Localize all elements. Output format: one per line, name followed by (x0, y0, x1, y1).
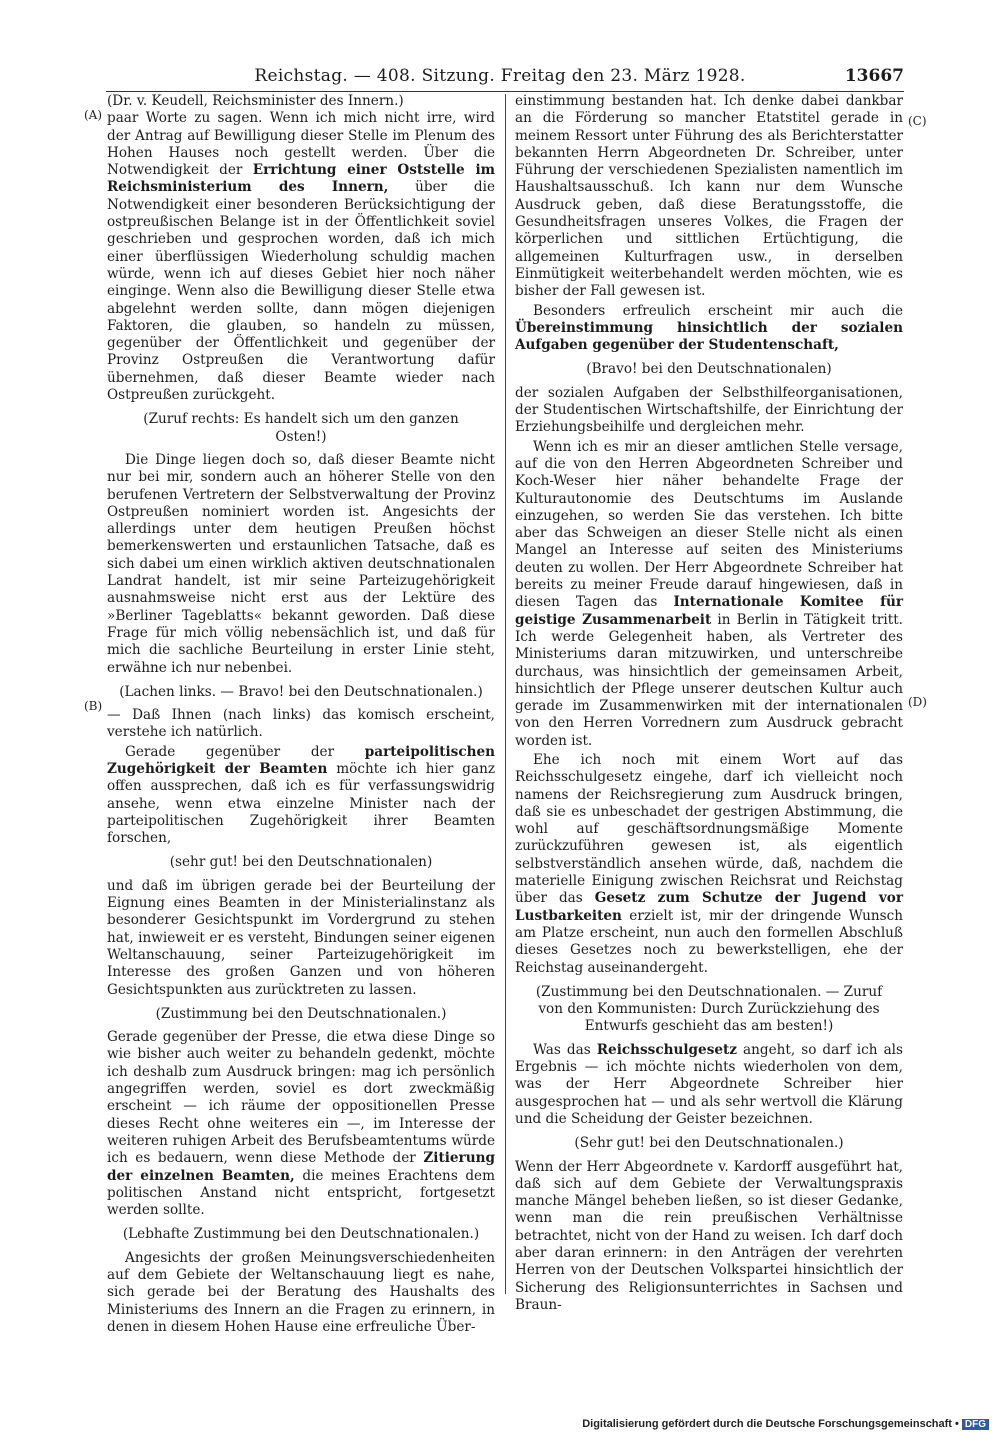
bold-phrase: Zitierung der einzelnen Beamten, (107, 1150, 495, 1184)
interjection: (Zustimmung bei den Deutschnationalen. — Zuruf von den Kommunisten: Durch Zurückziehung des Entwurfs geschieht das am besten!) (535, 983, 883, 1035)
page-header (0, 66, 1000, 92)
interjection: (Bravo! bei den Deutschnationalen) (586, 361, 832, 378)
interjection: (Zuruf rechts: Es handelt sich um den ganzen Osten!) (143, 411, 459, 445)
paragraph: einstimmung bestanden hat. Ich denke dabei dankbar an die Förderung so mancher Etatstitel gerade in meinem Ressort unter Führung des als Berichterstatter bekannten Herrn Abgeordneten Dr. Schreiber, unter Führung der verschiedenen Spezialisten namentlich im Haushaltsausschuß. Ich kann nur dem Wunsche Ausdruck geben, daß diese Beratungsstoffe, die Gesundheitsfragen unseres Volkes, die Fragen der körperlichen und sittlichen Ertüchtigung, die allgemeinen Kulturfragen usw., in derselben Einmütigkeit weiterbehandelt werden möchten, wie es bisher der Fall gewesen ist. (515, 93, 903, 300)
paragraph: Gerade gegenüber der parteipolitischen Zugehörigkeit der Beamten möchte ich hier ganz offen aussprechen, daß ich es für verfassungswidrig ansehe, wenn etwa einzelne Minister nach der parteipolitischen Zugehörigkeit ihrer Beamten forschen, (107, 743, 496, 847)
paragraph: der sozialen Aufgaben der Selbsthilfeorganisationen, der Studentischen Wirtschaftshilfe, der Einrichtung der Erziehungsbeihilfe und dergleichen mehr. (515, 384, 903, 436)
digitization-footer (582, 1418, 989, 1430)
right-column (515, 93, 903, 1314)
bold-phrase: Internationale Komitee für geistige Zusammenarbeit (515, 594, 903, 628)
paragraph: Wenn ich es mir an dieser amtlichen Stelle versage, auf die von den Herren Abgeordneten Schreiber und Koch-Weser hier näher behandelte Frage der Kulturautonomie des Deutschtums im Auslande einzugehen, so werden Sie das verstehen. Ich bitte aber das Schweigen an dieser Stelle nicht als einen Mangel an Interesse auf seiten des Ministeriums deuten zu wollen. Der Herr Abgeordnete Schreiber hat bereits zu meiner Freude darauf hingewiesen, daß in diesen Tagen das Internationale Komitee für geistige Zusammenarbeit in Berlin in Tätigkeit tritt. Ich werde Gelegenheit haben, als Vertreter des Ministeriums daran mitzuwirken, und unterschreibe durchaus, was hinsichtlich der gemeinsamen Arbeit, hinsichtlich der Pflege unserer deutschen Kultur auch gerade im Zusammenwirken mit der internationalen von den Herren Vorrednern zum Ausdruck gebracht worden ist. (515, 438, 903, 749)
interjection: (Lachen links. — Bravo! bei den Deutschnationalen.) (119, 683, 483, 700)
paragraph: Was das Reichsschulgesetz angeht, so darf ich als Ergebnis — ich möchte nichts wiederholen von dem, was der Herr Abgeordnete Schreiber hier ausgesprochen hat — und als sehr wertvoll die Klärung und die Scheidung der Geister bezeichnen. (515, 1041, 903, 1127)
paragraph: Angesichts der großen Meinungsverschiedenheiten auf dem Gebiete der Weltanschauung liegt es nahe, sich gerade bei der Beratung des Haushalts des Ministeriums des Innern an die Fragen zu erinnern, in denen in diesem Hohen Hause eine erfreuliche Über- (107, 1249, 495, 1335)
header-rule (106, 91, 904, 92)
paragraph: Besonders erfreulich erscheint mir auch die Übereinstimmung hinsichtlich der sozialen Aufgaben gegenüber der Studentenschaft, (515, 302, 903, 354)
paragraph: Gerade gegenüber der Presse, die etwa diese Dinge so wie bisher auch weiter zu behandeln gedenkt, möchte ich deshalb zum Ausdruck bringen: mag ich persönlich angegriffen werden, soviel es dort zweckmäßig erscheint — ich räume der oppositionellen Presse dieses Recht ohne weiteres ein —, im Interesse der weiteren ruhigen Arbeit des Berufsbeamtentums würde ich es bedauern, wenn diese Methode der Zitierung der einzelnen Beamten, die meines Erachtens dem politischen Anstand nicht entspricht, fortgesetzt werden sollte. (107, 1029, 495, 1219)
interjection: (Zustimmung bei den Deutschnationalen.) (155, 1005, 447, 1022)
bold-phrase: Reichsschulgesetz (596, 1041, 737, 1058)
dfg-logo: DFG (962, 1419, 989, 1430)
left-column (107, 93, 495, 1336)
paragraph: — Daß Ihnen (nach links) das komisch erscheint, verstehe ich natürlich. (107, 707, 495, 741)
paragraph: Ehe ich noch mit einem Wort auf das Reichsschulgesetz eingehe, darf ich vielleicht noch namens der Reichsregierung zum Ausdruck bringen, daß sie es unbeschadet der gestrigen Abstimmung, die wohl auf geschäftsordnungsmäßige Momente zurückzuführen gewesen ist, als eigentlich selbstverständlich ansehen würde, daß, nachdem die materielle Einigung zwischen Reichsrat und Reichstag über das Gesetz zum Schutze der Jugend vor Lustbarkeiten erzielt ist, mir der dringende Wunsch am Platze erscheint, nun auch den formellen Abschluß dieses Gesetzes noch zu bewerkstelligen, ehe der Reichstag auseinandergeht. (515, 751, 903, 976)
bold-phrase: Gesetz zum Schutze der Jugend vor Lustbarkeiten (515, 890, 903, 924)
column-divider (505, 94, 506, 1294)
speaker-line: (Dr. v. Keudell, Reichsminister des Innern.) (107, 93, 404, 109)
footer-text: Digitalisierung gefördert durch die Deutsche Forschungsgemeinschaft • (582, 1418, 959, 1430)
paragraph: und daß im übrigen gerade bei der Beurteilung der Eignung eines Beamten in der Ministerialinstanz als besonderer Gesichtspunkt im Vordergrund zu stehen hat, inwieweit er es versteht, Bindungen seiner eigenen Weltanschauung, seiner Parteizugehörigkeit im Interesse des großen Ganzen und von höheren Gesichtspunkten aus zurücktreten zu lassen. (107, 877, 495, 998)
bold-phrase: Errichtung einer Oststelle im Reichsministerium des Innern, (107, 162, 496, 196)
margin-marker-d: (D) (908, 695, 927, 709)
paragraph: Wenn der Herr Abgeordnete v. Kardorff ausgeführt hat, daß sich auf dem Gebiete der Verwaltungspraxis manche Mängel beheben ließen, so ist dieser Gedanke, wenn man die rein preußischen Verhältnisse betrachtet, nicht von der Hand zu weisen. Ich darf doch aber daran erinnern: in den Anträgen der verehrten Herren von der Deutschen Volkspartei hinsichtlich der Sicherung des Religionsunterrichtes in Sachsen und Braun- (515, 1158, 903, 1313)
interjection: (sehr gut! bei den Deutschnationalen) (169, 854, 433, 871)
bold-phrase: parteipolitischen Zugehörigkeit der Beamten (107, 743, 496, 777)
interjection: (Lebhafte Zustimmung bei den Deutschnationalen.) (122, 1226, 480, 1243)
paragraph: paar Worte zu sagen. Wenn ich mich nicht irre, wird der Antrag auf Bewilligung dieser Stelle im Plenum des Hohen Hauses noch gestellt werden. Über die Notwendigkeit der Errichtung einer Oststelle im Reichsministerium des Innern, über die Notwendigkeit einer besonderen Berücksichtigung der ostpreußischen Belange ist in der Öffentlichkeit soviel geschrieben und gesprochen worden, daß ich mich einer überflüssigen Wiederholung schuldig machen würde, wenn ich auf dieses Gebiet hier noch näher einginge. Wenn also die Bewilligung dieser Stelle etwa abgelehnt werden sollte, dann mögen diejenigen Faktoren, die glauben, so handeln zu müssen, gegenüber der Öffentlichkeit und gegenüber der Provinz Ostpreußen die Verantwortung dafür übernehmen, daß dieser Beamte wieder nach Ostpreußen zurückgeht. (107, 110, 496, 404)
bold-phrase: Übereinstimmung hinsichtlich der sozialen Aufgaben gegenüber der Studentenschaft, (515, 319, 903, 354)
paragraph: Die Dinge liegen doch so, daß dieser Beamte nicht nur bei mir, sondern auch an höherer Stelle von den berufenen Vertretern der Selbstverwaltung der Provinz Ostpreußen nominiert worden ist. Angesichts der allerdings unter dem heutigen Preußen höchst bemerkenswerten und erstaunlichen Tatsache, daß es sich dabei um einen wirklich aktiven deutschnationalen Landrat handelt, ist mir seine Parteizugehörigkeit ausnahmsweise nicht erst aus der Lektüre des »Berliner Tageblatts« bekannt geworden. Daß diese Frage für mich völlig nebensächlich ist, und daß für mich die sachliche Beurteilung in erster Linie steht, erwähne ich nur nebenbei. (107, 451, 495, 676)
margin-marker-a: (A) (84, 108, 103, 122)
margin-marker-b: (B) (84, 699, 103, 713)
page-number: 13667 (844, 66, 904, 86)
running-title: Reichstag. — 408. Sitzung. Freitag den 23. März 1928. (254, 66, 746, 86)
interjection: (Sehr gut! bei den Deutschnationalen.) (574, 1135, 844, 1152)
margin-marker-c: (C) (908, 114, 927, 128)
